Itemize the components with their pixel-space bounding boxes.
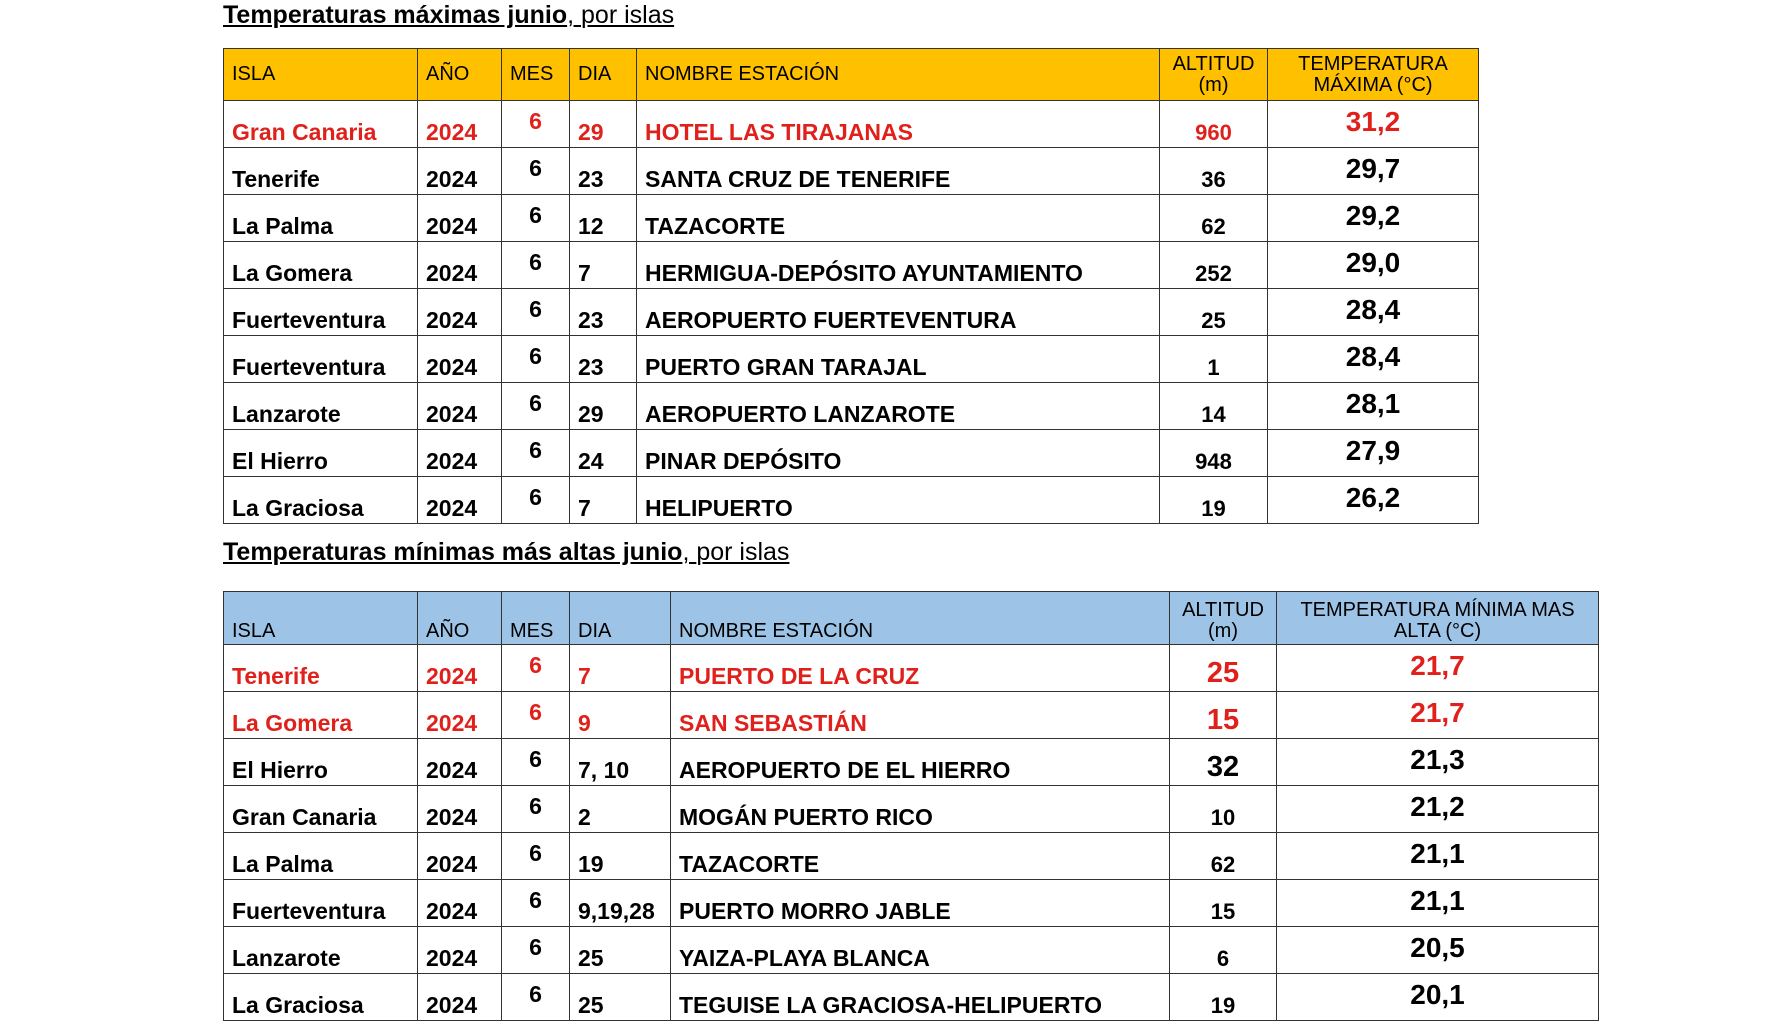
- col-header-isla: ISLA: [224, 49, 418, 101]
- cell-estacion: AEROPUERTO DE EL HIERRO: [671, 739, 1170, 786]
- col-header-mes: MES: [502, 592, 570, 645]
- min-temp-section-title: [223, 538, 789, 567]
- cell-ano: 2024: [418, 880, 502, 927]
- cell-estacion: PUERTO MORRO JABLE: [671, 880, 1170, 927]
- cell-ano: 2024: [418, 786, 502, 833]
- min-temp-table: [223, 591, 1599, 1021]
- min-temp-header-row: [224, 592, 1599, 645]
- cell-altitud: 252: [1160, 242, 1268, 289]
- cell-estacion: MOGÁN PUERTO RICO: [671, 786, 1170, 833]
- cell-mes: 6: [502, 101, 570, 148]
- cell-estacion: TAZACORTE: [671, 833, 1170, 880]
- cell-mes: 6: [502, 692, 570, 739]
- cell-mes: 6: [502, 927, 570, 974]
- col-header-ano: AÑO: [418, 49, 502, 101]
- cell-altitud: 948: [1160, 430, 1268, 477]
- table-row: [224, 880, 1599, 927]
- col-header-altitud: ALTITUD (m): [1170, 592, 1277, 645]
- min-temp-title-text: Temperaturas mínimas más altas junio: [223, 538, 683, 566]
- cell-dia: 7: [570, 242, 637, 289]
- cell-estacion: PINAR DEPÓSITO: [637, 430, 1160, 477]
- cell-temperatura: 21,3: [1277, 739, 1599, 786]
- table-row: [224, 739, 1599, 786]
- table-row: [224, 430, 1479, 477]
- cell-ano: 2024: [418, 148, 502, 195]
- cell-ano: 2024: [418, 833, 502, 880]
- cell-altitud: 19: [1160, 477, 1268, 524]
- cell-isla: La Graciosa: [224, 974, 418, 1021]
- cell-estacion: HOTEL LAS TIRAJANAS: [637, 101, 1160, 148]
- cell-altitud: 25: [1170, 645, 1277, 692]
- cell-temperatura: 21,2: [1277, 786, 1599, 833]
- table-row: [224, 289, 1479, 336]
- table-row: [224, 927, 1599, 974]
- cell-temperatura: 31,2: [1268, 101, 1479, 148]
- cell-estacion: SAN SEBASTIÁN: [671, 692, 1170, 739]
- cell-temperatura: 29,2: [1268, 195, 1479, 242]
- max-temp-title-text: Temperaturas máximas junio: [223, 1, 568, 29]
- table-row: [224, 148, 1479, 195]
- cell-temperatura: 29,7: [1268, 148, 1479, 195]
- col-header-temp-max: TEMPERATURA MÁXIMA (°C): [1268, 49, 1479, 101]
- cell-isla: Fuerteventura: [224, 289, 418, 336]
- cell-dia: 2: [570, 786, 671, 833]
- cell-mes: 6: [502, 383, 570, 430]
- cell-mes: 6: [502, 430, 570, 477]
- min-temp-title-separator: ,: [682, 538, 697, 566]
- cell-isla: La Graciosa: [224, 477, 418, 524]
- cell-altitud: 62: [1160, 195, 1268, 242]
- max-temp-section-title: [223, 1, 674, 30]
- cell-mes: 6: [502, 195, 570, 242]
- cell-ano: 2024: [418, 477, 502, 524]
- max-temp-title-suffix: por islas: [581, 1, 675, 29]
- cell-isla: La Palma: [224, 195, 418, 242]
- cell-altitud: 25: [1160, 289, 1268, 336]
- cell-altitud: 6: [1170, 927, 1277, 974]
- cell-altitud: 14: [1160, 383, 1268, 430]
- cell-dia: 9,19,28: [570, 880, 671, 927]
- col-header-dia: DIA: [570, 49, 637, 101]
- cell-temperatura: 20,5: [1277, 927, 1599, 974]
- cell-altitud: 960: [1160, 101, 1268, 148]
- cell-mes: 6: [502, 880, 570, 927]
- cell-ano: 2024: [418, 692, 502, 739]
- cell-altitud: 1: [1160, 336, 1268, 383]
- cell-ano: 2024: [418, 383, 502, 430]
- cell-dia: 23: [570, 336, 637, 383]
- cell-estacion: AEROPUERTO LANZAROTE: [637, 383, 1160, 430]
- cell-ano: 2024: [418, 430, 502, 477]
- table-row: [224, 692, 1599, 739]
- col-header-estacion: NOMBRE ESTACIÓN: [671, 592, 1170, 645]
- min-temp-table-body: [224, 645, 1599, 1021]
- cell-isla: Fuerteventura: [224, 880, 418, 927]
- cell-ano: 2024: [418, 645, 502, 692]
- col-header-mes: MES: [502, 49, 570, 101]
- cell-estacion: SANTA CRUZ DE TENERIFE: [637, 148, 1160, 195]
- cell-isla: El Hierro: [224, 430, 418, 477]
- cell-estacion: TAZACORTE: [637, 195, 1160, 242]
- cell-temperatura: 29,0: [1268, 242, 1479, 289]
- table-row: [224, 974, 1599, 1021]
- table-row: [224, 477, 1479, 524]
- table-row: [224, 101, 1479, 148]
- cell-isla: Fuerteventura: [224, 336, 418, 383]
- cell-altitud: 10: [1170, 786, 1277, 833]
- cell-ano: 2024: [418, 242, 502, 289]
- min-temp-title-suffix: por islas: [696, 538, 790, 566]
- cell-mes: 6: [502, 242, 570, 289]
- cell-temperatura: 28,4: [1268, 336, 1479, 383]
- cell-ano: 2024: [418, 289, 502, 336]
- cell-dia: 29: [570, 101, 637, 148]
- table-row: [224, 242, 1479, 289]
- cell-dia: 24: [570, 430, 637, 477]
- cell-estacion: PUERTO GRAN TARAJAL: [637, 336, 1160, 383]
- table-row: [224, 195, 1479, 242]
- cell-dia: 7: [570, 477, 637, 524]
- cell-temperatura: 21,1: [1277, 880, 1599, 927]
- cell-isla: La Gomera: [224, 692, 418, 739]
- cell-mes: 6: [502, 786, 570, 833]
- col-header-altitud: ALTITUD (m): [1160, 49, 1268, 101]
- cell-ano: 2024: [418, 974, 502, 1021]
- cell-isla: Lanzarote: [224, 383, 418, 430]
- cell-isla: Lanzarote: [224, 927, 418, 974]
- table-row: [224, 383, 1479, 430]
- cell-ano: 2024: [418, 927, 502, 974]
- cell-isla: El Hierro: [224, 739, 418, 786]
- cell-temperatura: 28,1: [1268, 383, 1479, 430]
- cell-dia: 12: [570, 195, 637, 242]
- col-header-estacion: NOMBRE ESTACIÓN: [637, 49, 1160, 101]
- cell-estacion: AEROPUERTO FUERTEVENTURA: [637, 289, 1160, 336]
- cell-mes: 6: [502, 477, 570, 524]
- cell-ano: 2024: [418, 101, 502, 148]
- cell-isla: Tenerife: [224, 148, 418, 195]
- cell-isla: La Gomera: [224, 242, 418, 289]
- cell-mes: 6: [502, 148, 570, 195]
- cell-temperatura: 21,1: [1277, 833, 1599, 880]
- cell-isla: Tenerife: [224, 645, 418, 692]
- cell-mes: 6: [502, 645, 570, 692]
- cell-isla: La Palma: [224, 833, 418, 880]
- cell-mes: 6: [502, 289, 570, 336]
- cell-temperatura: 21,7: [1277, 692, 1599, 739]
- cell-ano: 2024: [418, 336, 502, 383]
- cell-altitud: 32: [1170, 739, 1277, 786]
- cell-altitud: 62: [1170, 833, 1277, 880]
- max-temp-table: [223, 48, 1479, 524]
- cell-dia: 7, 10: [570, 739, 671, 786]
- col-header-dia: DIA: [570, 592, 671, 645]
- cell-isla: Gran Canaria: [224, 786, 418, 833]
- max-temp-table-body: [224, 101, 1479, 524]
- cell-temperatura: 26,2: [1268, 477, 1479, 524]
- cell-ano: 2024: [418, 195, 502, 242]
- cell-estacion: HELIPUERTO: [637, 477, 1160, 524]
- cell-dia: 25: [570, 974, 671, 1021]
- cell-temperatura: 20,1: [1277, 974, 1599, 1021]
- col-header-ano: AÑO: [418, 592, 502, 645]
- cell-estacion: TEGUISE LA GRACIOSA-HELIPUERTO: [671, 974, 1170, 1021]
- cell-dia: 25: [570, 927, 671, 974]
- cell-dia: 29: [570, 383, 637, 430]
- cell-dia: 7: [570, 645, 671, 692]
- cell-altitud: 19: [1170, 974, 1277, 1021]
- cell-altitud: 15: [1170, 880, 1277, 927]
- cell-dia: 23: [570, 289, 637, 336]
- cell-estacion: HERMIGUA-DEPÓSITO AYUNTAMIENTO: [637, 242, 1160, 289]
- cell-altitud: 36: [1160, 148, 1268, 195]
- cell-altitud: 15: [1170, 692, 1277, 739]
- cell-temperatura: 28,4: [1268, 289, 1479, 336]
- cell-estacion: YAIZA-PLAYA BLANCA: [671, 927, 1170, 974]
- table-row: [224, 645, 1599, 692]
- table-row: [224, 336, 1479, 383]
- cell-temperatura: 27,9: [1268, 430, 1479, 477]
- cell-estacion: PUERTO DE LA CRUZ: [671, 645, 1170, 692]
- cell-dia: 19: [570, 833, 671, 880]
- cell-mes: 6: [502, 833, 570, 880]
- cell-ano: 2024: [418, 739, 502, 786]
- cell-dia: 23: [570, 148, 637, 195]
- max-temp-title-separator: ,: [567, 1, 582, 29]
- cell-dia: 9: [570, 692, 671, 739]
- cell-mes: 6: [502, 336, 570, 383]
- cell-isla: Gran Canaria: [224, 101, 418, 148]
- cell-mes: 6: [502, 974, 570, 1021]
- max-temp-header-row: [224, 49, 1479, 101]
- cell-temperatura: 21,7: [1277, 645, 1599, 692]
- table-row: [224, 833, 1599, 880]
- table-row: [224, 786, 1599, 833]
- col-header-isla: ISLA: [224, 592, 418, 645]
- cell-mes: 6: [502, 739, 570, 786]
- col-header-temp-min: TEMPERATURA MÍNIMA MAS ALTA (°C): [1277, 592, 1599, 645]
